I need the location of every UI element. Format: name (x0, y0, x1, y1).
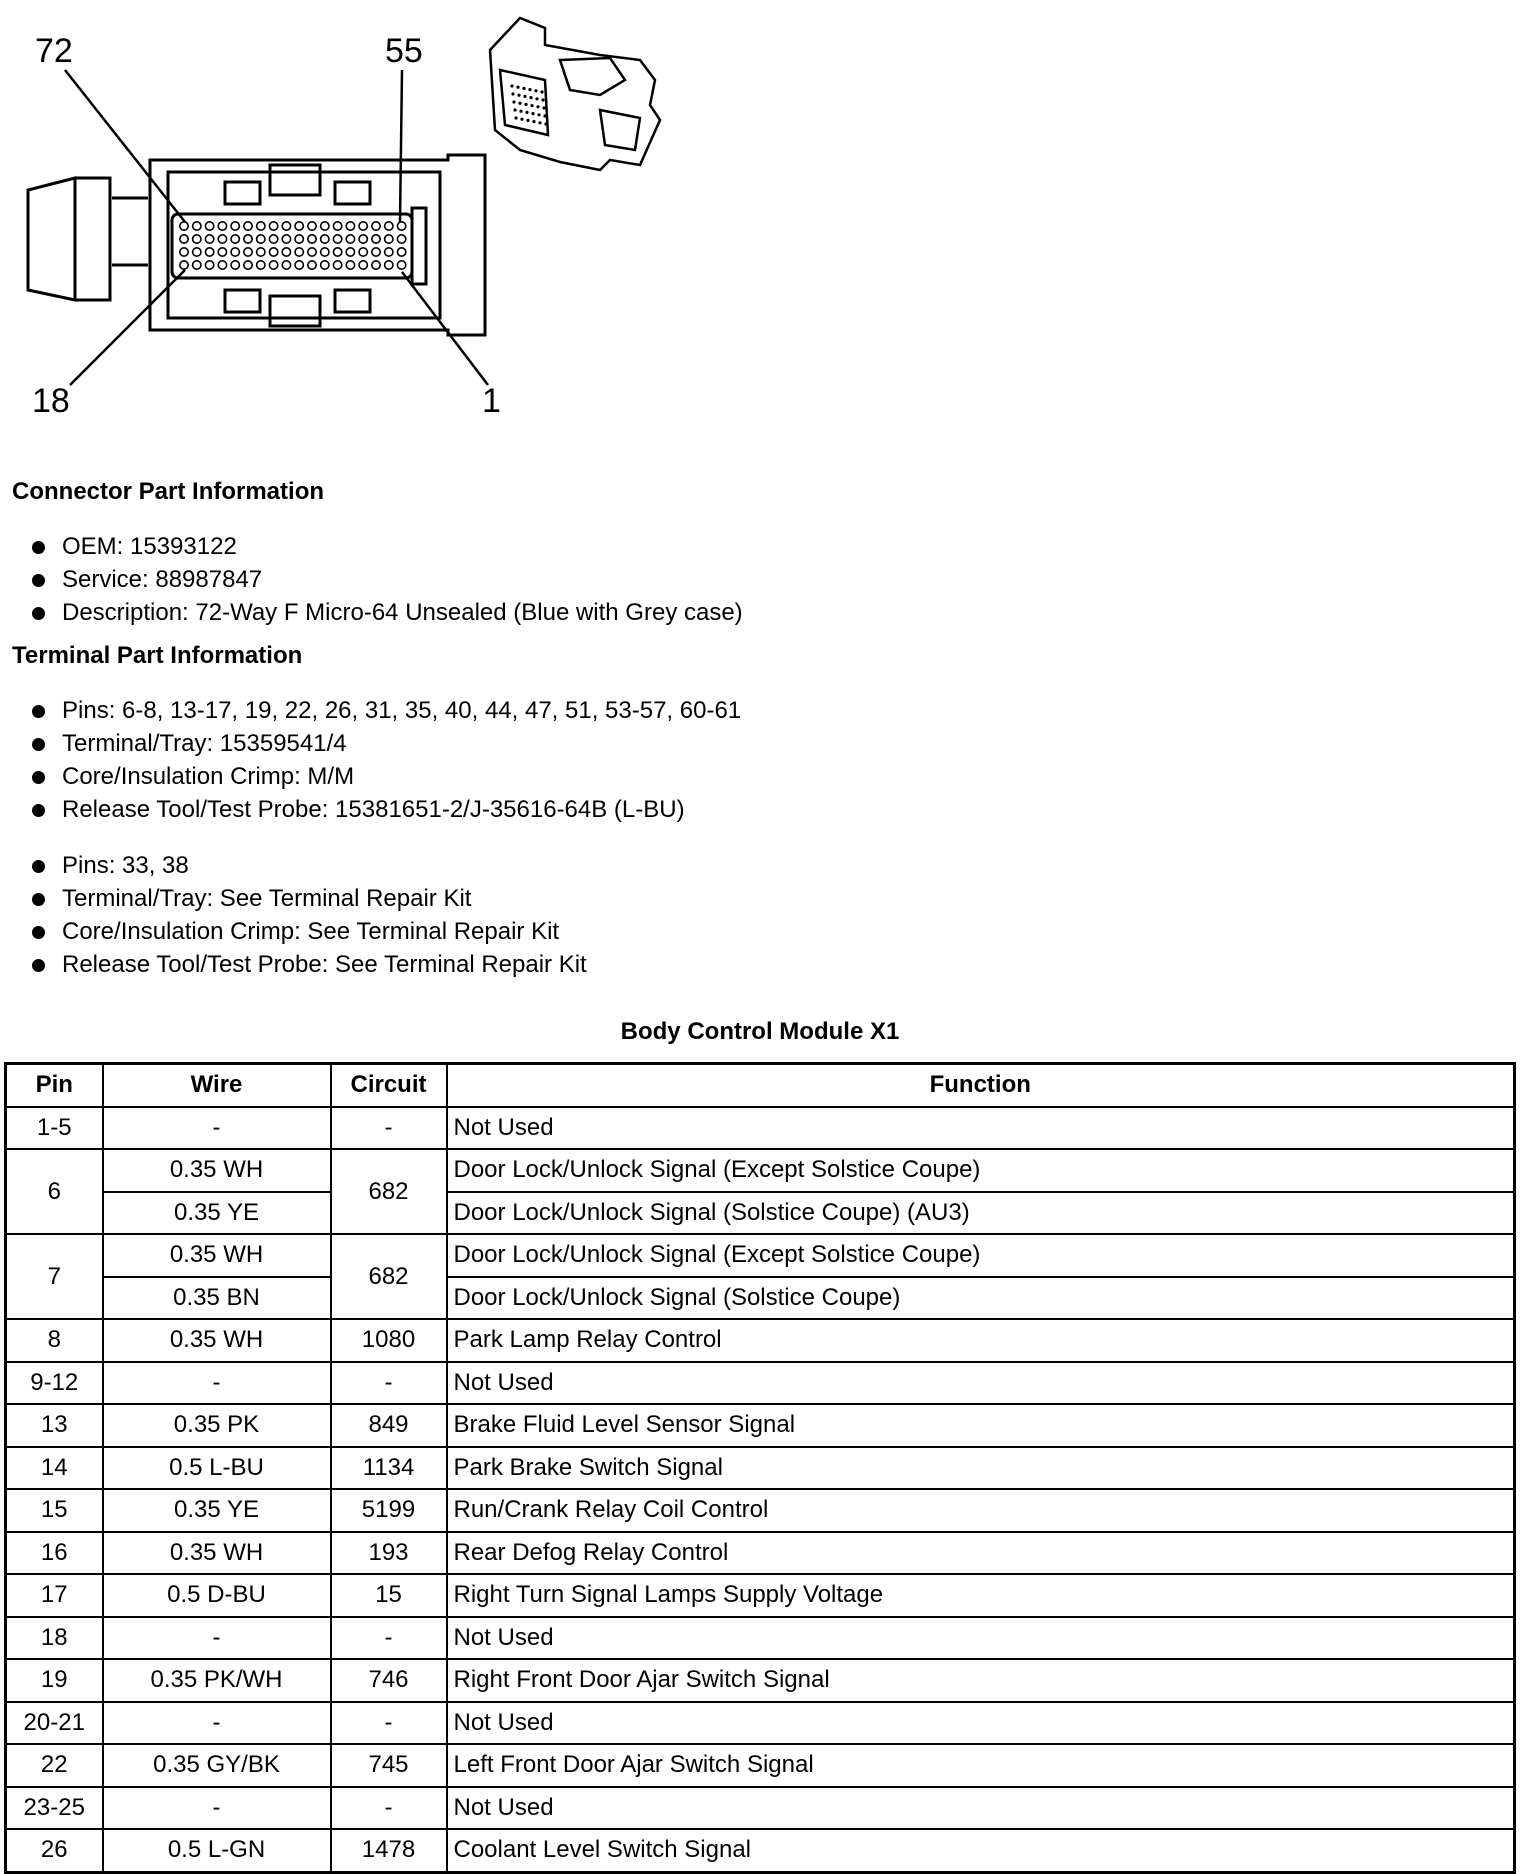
pin-cavity (385, 235, 393, 243)
pin-cavity (295, 235, 303, 243)
pin-cavity (231, 235, 239, 243)
callout-pin-18: 18 (32, 382, 70, 420)
table-row (6, 1702, 1515, 1745)
iso-pin-cavity (510, 84, 513, 87)
pin-cell: 22 (6, 1744, 103, 1787)
pin-cavity (193, 261, 201, 269)
circuit-cell: 1134 (331, 1447, 447, 1490)
wire-cell: 0.35 YE (103, 1192, 331, 1235)
pin-cavity (346, 248, 354, 256)
iso-pin-cavity (519, 110, 522, 113)
iso-pin-cavity (511, 92, 514, 95)
pin-cavity (205, 235, 213, 243)
iso-pin-cavity (514, 116, 517, 119)
pinout-table (4, 1062, 1516, 1874)
iso-pin-cavity (518, 102, 521, 105)
pin-cavity (282, 248, 290, 256)
iso-pin-cavity (513, 108, 516, 111)
function-cell: Park Lamp Relay Control (447, 1319, 1515, 1362)
pin-cavity (257, 261, 265, 269)
pin-cavity (193, 248, 201, 256)
wire-cell: 0.35 PK (103, 1404, 331, 1447)
circuit-cell: 1080 (331, 1319, 447, 1362)
circuit-cell: 745 (331, 1744, 447, 1787)
pin-cavity (205, 261, 213, 269)
pin-cavity (333, 235, 341, 243)
function-cell: Door Lock/Unlock Signal (Except Solstice Coupe) (447, 1234, 1515, 1277)
function-cell: Left Front Door Ajar Switch Signal (447, 1744, 1515, 1787)
terminal-info-item: Pins: 33, 38 (28, 849, 587, 882)
pin-cavity (205, 248, 213, 256)
pin-cavity (218, 235, 226, 243)
table-row (6, 1447, 1515, 1490)
pin-cavity (193, 235, 201, 243)
terminal-part-heading: Terminal Part Information (12, 642, 303, 669)
header-function: Function (447, 1064, 1515, 1107)
circuit-cell: 682 (331, 1234, 447, 1319)
pin-cavity (333, 248, 341, 256)
circuit-cell: 193 (331, 1532, 447, 1575)
table-row (6, 1617, 1515, 1660)
pin-cavity (231, 248, 239, 256)
iso-pin-cavity (512, 100, 515, 103)
wire-cell: - (103, 1787, 331, 1830)
pin-cavity (244, 261, 252, 269)
pin-cavity (244, 222, 252, 230)
pin-cell: 6 (6, 1149, 103, 1234)
function-cell: Right Turn Signal Lamps Supply Voltage (447, 1574, 1515, 1617)
terminal-part-list-2 (28, 849, 587, 981)
pin-cavity (193, 222, 201, 230)
iso-pin-cavity (530, 104, 533, 107)
table-row (6, 1404, 1515, 1447)
wire-cell: 0.35 BN (103, 1277, 331, 1320)
pin-cavity (385, 222, 393, 230)
pin-cavity (218, 248, 226, 256)
connector-drawing (0, 0, 760, 430)
table-row (6, 1659, 1515, 1702)
wire-cell: - (103, 1107, 331, 1150)
pin-cavity (244, 248, 252, 256)
pin-cavity (295, 248, 303, 256)
connector-info-item: Service: 88987847 (28, 563, 743, 596)
pin-cell: 8 (6, 1319, 103, 1362)
table-row (6, 1234, 1515, 1277)
connector-part-list (28, 530, 743, 629)
connector-info-item: OEM: 15393122 (28, 530, 743, 563)
function-cell: Run/Crank Relay Coil Control (447, 1489, 1515, 1532)
pin-cavity (372, 235, 380, 243)
pin-cavity (282, 222, 290, 230)
iso-pin-cavity (537, 113, 540, 116)
callout-pin-72: 72 (35, 32, 73, 70)
function-cell: Brake Fluid Level Sensor Signal (447, 1404, 1515, 1447)
circuit-cell: - (331, 1107, 447, 1150)
pin-cell: 18 (6, 1617, 103, 1660)
pin-cavity (295, 222, 303, 230)
wire-cell: 0.35 WH (103, 1319, 331, 1362)
table-row (6, 1532, 1515, 1575)
pin-cavity (308, 248, 316, 256)
pin-cavity (257, 222, 265, 230)
pin-cavity (346, 222, 354, 230)
wire-cell: 0.35 GY/BK (103, 1744, 331, 1787)
callout-pin-55: 55 (385, 32, 423, 70)
pin-cavity (333, 261, 341, 269)
pin-cavity (359, 248, 367, 256)
wire-cell: 0.5 D-BU (103, 1574, 331, 1617)
callout-pin-1: 1 (482, 382, 501, 420)
pin-cavity (397, 235, 405, 243)
circuit-cell: - (331, 1702, 447, 1745)
pin-cavity (231, 261, 239, 269)
pin-cavity (257, 248, 265, 256)
table-row (6, 1277, 1515, 1320)
iso-pin-cavity (520, 118, 523, 121)
pin-cell: 16 (6, 1532, 103, 1575)
pin-cavity (218, 222, 226, 230)
pin-cavity (180, 261, 188, 269)
pin-cavity (346, 235, 354, 243)
pin-cell: 17 (6, 1574, 103, 1617)
pin-cavity (372, 248, 380, 256)
pin-cavity (308, 261, 316, 269)
pin-cavity (359, 261, 367, 269)
circuit-cell: 1478 (331, 1829, 447, 1872)
connector-info-item: Description: 72-Way F Micro-64 Unsealed (Blue with Grey case) (28, 596, 743, 629)
wire-cell: 0.35 PK/WH (103, 1659, 331, 1702)
header-circuit: Circuit (331, 1064, 447, 1107)
terminal-info-item: Terminal/Tray: 15359541/4 (28, 727, 741, 760)
terminal-info-item: Core/Insulation Crimp: See Terminal Repair Kit (28, 915, 587, 948)
pin-cell: 23-25 (6, 1787, 103, 1830)
pin-cavity (231, 222, 239, 230)
pin-cell: 20-21 (6, 1702, 103, 1745)
pin-cavity (282, 261, 290, 269)
header-wire: Wire (103, 1064, 331, 1107)
wire-cell: 0.35 YE (103, 1489, 331, 1532)
pin-cell: 13 (6, 1404, 103, 1447)
pin-cell: 26 (6, 1829, 103, 1872)
circuit-cell: 5199 (331, 1489, 447, 1532)
iso-pin-cavity (526, 119, 529, 122)
terminal-info-item: Release Tool/Test Probe: 15381651-2/J-35616-64B (L-BU) (28, 793, 741, 826)
pin-cavity (372, 261, 380, 269)
circuit-cell: 15 (331, 1574, 447, 1617)
function-cell: Not Used (447, 1787, 1515, 1830)
iso-pin-cavity (532, 120, 535, 123)
pin-cavity (372, 222, 380, 230)
function-cell: Coolant Level Switch Signal (447, 1829, 1515, 1872)
pin-cavity (321, 235, 329, 243)
wire-cell: - (103, 1702, 331, 1745)
table-row (6, 1192, 1515, 1235)
circuit-cell: 849 (331, 1404, 447, 1447)
terminal-info-item: Pins: 6-8, 13-17, 19, 22, 26, 31, 35, 40, 44, 47, 51, 53-57, 60-61 (28, 694, 741, 727)
pin-cavity (269, 222, 277, 230)
function-cell: Door Lock/Unlock Signal (Solstice Coupe) (AU3) (447, 1192, 1515, 1235)
iso-pin-cavity (541, 98, 544, 101)
iso-pin-cavity (531, 112, 534, 115)
table-title: Body Control Module X1 (620, 1018, 900, 1045)
iso-pin-cavity (544, 122, 547, 125)
connector-part-heading: Connector Part Information (12, 478, 325, 505)
pin-cavity (269, 261, 277, 269)
pin-cavity (385, 248, 393, 256)
wire-cell: 0.5 L-BU (103, 1447, 331, 1490)
function-cell: Park Brake Switch Signal (447, 1447, 1515, 1490)
header-pin: Pin (6, 1064, 103, 1107)
function-cell: Not Used (447, 1617, 1515, 1660)
pin-cavity (180, 222, 188, 230)
pin-cavity (257, 235, 265, 243)
iso-pin-cavity (524, 103, 527, 106)
circuit-cell: - (331, 1617, 447, 1660)
iso-pin-cavity (529, 96, 532, 99)
table-row (6, 1362, 1515, 1405)
table-row (6, 1319, 1515, 1362)
iso-pin-cavity (535, 97, 538, 100)
circuit-cell: 682 (331, 1149, 447, 1234)
iso-pin-cavity (534, 89, 537, 92)
pin-cavity (346, 261, 354, 269)
function-cell: Not Used (447, 1107, 1515, 1150)
circuit-cell: - (331, 1362, 447, 1405)
pin-cavity (180, 248, 188, 256)
table-row (6, 1149, 1515, 1192)
pin-cavity (385, 261, 393, 269)
function-cell: Not Used (447, 1362, 1515, 1405)
function-cell: Door Lock/Unlock Signal (Except Solstice Coupe) (447, 1149, 1515, 1192)
pin-cavity (397, 248, 405, 256)
pin-cell: 7 (6, 1234, 103, 1319)
pin-cavity (333, 222, 341, 230)
pin-cavity (321, 261, 329, 269)
table-row (6, 1744, 1515, 1787)
terminal-info-item: Release Tool/Test Probe: See Terminal Repair Kit (28, 948, 587, 981)
function-cell: Right Front Door Ajar Switch Signal (447, 1659, 1515, 1702)
iso-pin-cavity (540, 90, 543, 93)
pin-cell: 14 (6, 1447, 103, 1490)
pin-cell: 9-12 (6, 1362, 103, 1405)
wire-cell: - (103, 1362, 331, 1405)
pin-cavity (397, 261, 405, 269)
table-row (6, 1489, 1515, 1532)
wire-cell: 0.35 WH (103, 1149, 331, 1192)
terminal-info-item: Core/Insulation Crimp: M/M (28, 760, 741, 793)
pin-cavity (295, 261, 303, 269)
circuit-cell: - (331, 1787, 447, 1830)
pin-cavity (359, 235, 367, 243)
table-row (6, 1829, 1515, 1872)
pin-cavity (244, 235, 252, 243)
pin-cavity (282, 235, 290, 243)
pin-cavity (397, 222, 405, 230)
pin-cell: 15 (6, 1489, 103, 1532)
iso-pin-cavity (517, 94, 520, 97)
iso-pin-cavity (523, 95, 526, 98)
pin-cavity (308, 222, 316, 230)
iso-pin-cavity (528, 88, 531, 91)
iso-pin-cavity (522, 87, 525, 90)
table-header-row (6, 1064, 1515, 1107)
pin-cavity (218, 261, 226, 269)
pin-cavity (308, 235, 316, 243)
function-cell: Not Used (447, 1702, 1515, 1745)
iso-pin-cavity (525, 111, 528, 114)
wire-cell: - (103, 1617, 331, 1660)
wire-cell: 0.5 L-GN (103, 1829, 331, 1872)
terminal-info-item: Terminal/Tray: See Terminal Repair Kit (28, 882, 587, 915)
pin-cavity (269, 248, 277, 256)
function-cell: Rear Defog Relay Control (447, 1532, 1515, 1575)
pin-cavity (205, 222, 213, 230)
iso-pin-cavity (516, 86, 519, 89)
table-row (6, 1107, 1515, 1150)
connector-diagram (0, 0, 760, 430)
terminal-part-list-1 (28, 694, 741, 826)
pin-cavity (359, 222, 367, 230)
table-row (6, 1787, 1515, 1830)
pin-cell: 1-5 (6, 1107, 103, 1150)
pin-cavity (269, 235, 277, 243)
iso-pin-cavity (536, 105, 539, 108)
wire-cell: 0.35 WH (103, 1234, 331, 1277)
pin-cell: 19 (6, 1659, 103, 1702)
pin-cavity (321, 248, 329, 256)
iso-pin-cavity (542, 106, 545, 109)
table-row (6, 1574, 1515, 1617)
pin-cavity (180, 235, 188, 243)
iso-pin-cavity (538, 121, 541, 124)
pin-cavity (321, 222, 329, 230)
iso-pin-cavity (543, 114, 546, 117)
function-cell: Door Lock/Unlock Signal (Solstice Coupe) (447, 1277, 1515, 1320)
wire-cell: 0.35 WH (103, 1532, 331, 1575)
circuit-cell: 746 (331, 1659, 447, 1702)
